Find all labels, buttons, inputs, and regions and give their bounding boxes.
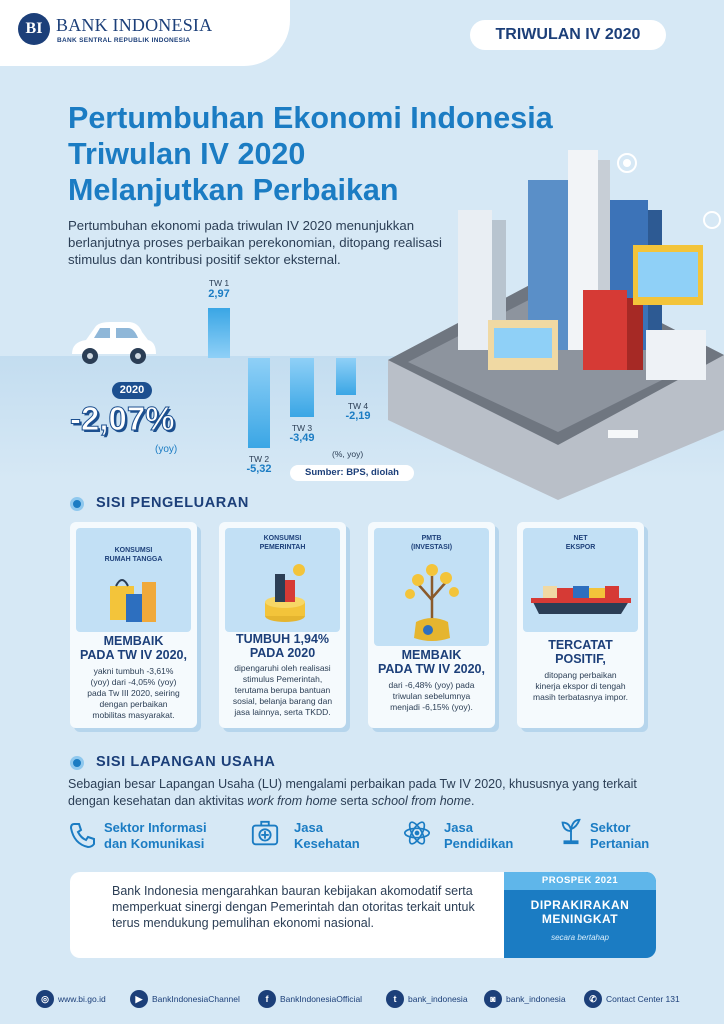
label-tw3: TW 3 xyxy=(291,423,313,434)
card-label: PEMERINTAH xyxy=(259,544,306,551)
value-tw4: -2,19 xyxy=(345,410,371,423)
money-tree-icon xyxy=(398,560,466,644)
card-text: menjadi -6,15% (yoy). xyxy=(390,702,473,712)
business-text xyxy=(68,776,668,810)
card-headline: POSITIF, xyxy=(555,652,606,666)
card-headline: PADA TW IV 2020, xyxy=(378,662,485,676)
footer-bar xyxy=(0,978,724,1024)
instagram-icon: ◙ xyxy=(484,990,502,1008)
footer-youtube[interactable]: ▶ BankIndonesiaChannel xyxy=(130,990,240,1008)
value-tw2: -5,32 xyxy=(246,463,272,476)
bar-tw4 xyxy=(336,358,356,395)
annual-note: (yoy) xyxy=(155,444,178,455)
footer-facebook[interactable]: f BankIndonesiaOfficial xyxy=(258,990,362,1008)
card-label: RUMAH TANGGA xyxy=(104,556,163,563)
sector-info-comm: Sektor Informasi dan Komunikasi xyxy=(104,820,207,851)
cargo-ship-icon xyxy=(527,574,635,624)
card-text: sosial, belanja barang dan xyxy=(232,696,333,706)
card-text: kinerja ekspor di tengah xyxy=(535,681,626,691)
footer-twitter[interactable]: t bank_indonesia xyxy=(386,990,468,1008)
card-headline: MEMBAIK xyxy=(401,648,462,662)
card-label: PMTB xyxy=(421,535,442,542)
brand-name: BANK INDONESIA xyxy=(56,15,213,35)
unit-note: (%, yoy) xyxy=(332,449,364,459)
sector-agriculture: Sektor Pertanian xyxy=(590,820,650,851)
globe-icon: ◎ xyxy=(36,990,54,1008)
card-label: EKSPOR xyxy=(565,544,596,551)
shopping-bags-icon xyxy=(104,572,164,628)
atom-icon xyxy=(402,818,432,848)
city-illustration xyxy=(388,140,724,500)
sector-health: Jasa Kesehatan xyxy=(294,820,360,851)
contact-icon: ✆ xyxy=(584,990,602,1008)
card-text: stimulus Pemerintah, xyxy=(242,674,323,684)
business-heading: SISI LAPANGAN USAHA xyxy=(96,754,276,770)
prospect-badge-title: PROSPEK 2021 xyxy=(504,872,656,890)
facebook-icon: f xyxy=(258,990,276,1008)
business-text-line: dengan kesehatan dan aktivitas work from home serta school from home. xyxy=(68,794,475,808)
spending-heading: SISI PENGELUARAN xyxy=(96,495,250,511)
annual-year: 2020 xyxy=(112,382,152,399)
label-tw4: TW 4 xyxy=(347,401,369,412)
card-government xyxy=(219,522,346,728)
title-line: Melanjutkan Perbaikan xyxy=(68,173,399,207)
footer-instagram[interactable]: ◙ bank_indonesia xyxy=(484,990,566,1008)
card-text: jasa lainnya, serta TKDD. xyxy=(234,707,331,717)
business-text-line: Sebagian besar Lapangan Usaha (LU) mengalami perbaikan pada Tw IV 2020, khususnya yang terkait xyxy=(68,777,637,791)
card-text: triwulan sebelumnya xyxy=(392,691,471,701)
card-text: dengan perbaikan xyxy=(99,699,168,709)
card-investment xyxy=(368,522,495,728)
card-text: dipengaruhi oleh realisasi xyxy=(234,663,331,673)
section-bullet-icon xyxy=(70,756,84,770)
card-text: pada Tw III 2020, seiring xyxy=(87,688,180,698)
period-badge: TRIWULAN IV 2020 xyxy=(470,20,666,50)
lead-paragraph: Pertumbuhan ekonomi pada triwulan IV 2020 menunjukkan berlanjutnya proses perbaikan perekonomian, ditopang realisasi stimulus dan kontribusi positif sektor eksternal. xyxy=(68,218,442,267)
prospect-badge-sub: secara bertahap xyxy=(551,933,609,942)
card-text: masih terbatasnya impor. xyxy=(533,692,628,702)
footer-website[interactable]: ◎ www.bi.go.id xyxy=(36,990,106,1008)
card-headline: TERCATAT xyxy=(548,638,613,652)
card-headline: TUMBUH 1,94% xyxy=(235,632,330,646)
card-text: yakni tumbuh -3,61% xyxy=(93,666,174,676)
card-headline: PADA TW IV 2020, xyxy=(80,648,187,662)
footer-contact[interactable]: ✆ Contact Center 131 xyxy=(584,990,680,1008)
medical-kit-icon xyxy=(250,818,280,848)
value-tw1: 2,97 xyxy=(208,287,230,300)
label-tw2: TW 2 xyxy=(248,454,270,465)
bar-tw3 xyxy=(290,358,314,417)
title-line: Triwulan IV 2020 xyxy=(68,137,306,171)
card-headline: MEMBAIK xyxy=(103,634,164,648)
phone-icon xyxy=(68,820,98,850)
coins-icon xyxy=(255,560,315,626)
youtube-icon: ▶ xyxy=(130,990,148,1008)
bank-logo-icon: BI xyxy=(18,13,50,45)
car-icon xyxy=(66,320,158,368)
card-headline: PADA 2020 xyxy=(249,646,316,660)
sprout-icon xyxy=(556,816,586,846)
sector-education: Jasa Pendidikan xyxy=(444,820,514,851)
prospect-text: Bank Indonesia mengarahkan bauran kebijakan akomodatif serta memperkuat sinergi dengan Pemerintah dan otoritas terkait untuk terus mendukung pemulihan ekonomi nasional. xyxy=(112,884,475,930)
card-text: terutama berupa bantuan xyxy=(234,685,331,695)
bar-tw2 xyxy=(248,358,270,448)
twitter-icon: t xyxy=(386,990,404,1008)
card-text: (yoy) dari -4,05% (yoy) xyxy=(90,677,177,687)
card-text: ditopang perbaikan xyxy=(544,670,617,680)
label-tw1: TW 1 xyxy=(208,277,230,288)
source-note: Sumber: BPS, diolah xyxy=(290,465,414,481)
value-tw3: -3,49 xyxy=(289,432,315,445)
title-line: Pertumbuhan Ekonomi Indonesia xyxy=(68,101,553,135)
brand-subtitle: BANK SENTRAL REPUBLIK INDONESIA xyxy=(57,37,191,44)
section-bullet-icon xyxy=(70,497,84,511)
annual-growth-value: -2,07% xyxy=(70,400,175,437)
card-text: mobilitas masyarakat. xyxy=(92,710,175,720)
bar-tw1 xyxy=(208,308,230,358)
card-net-export xyxy=(517,522,644,728)
card-label: KONSUMSI xyxy=(114,547,153,554)
card-label: NET xyxy=(573,535,588,542)
card-household xyxy=(70,522,197,728)
card-label: KONSUMSI xyxy=(263,535,302,542)
prospect-badge-main: DIPRAKIRAKAN MENINGKAT xyxy=(530,898,630,926)
card-label: (INVESTASI) xyxy=(410,544,453,551)
card-text: dari -6,48% (yoy) pada xyxy=(388,680,475,690)
